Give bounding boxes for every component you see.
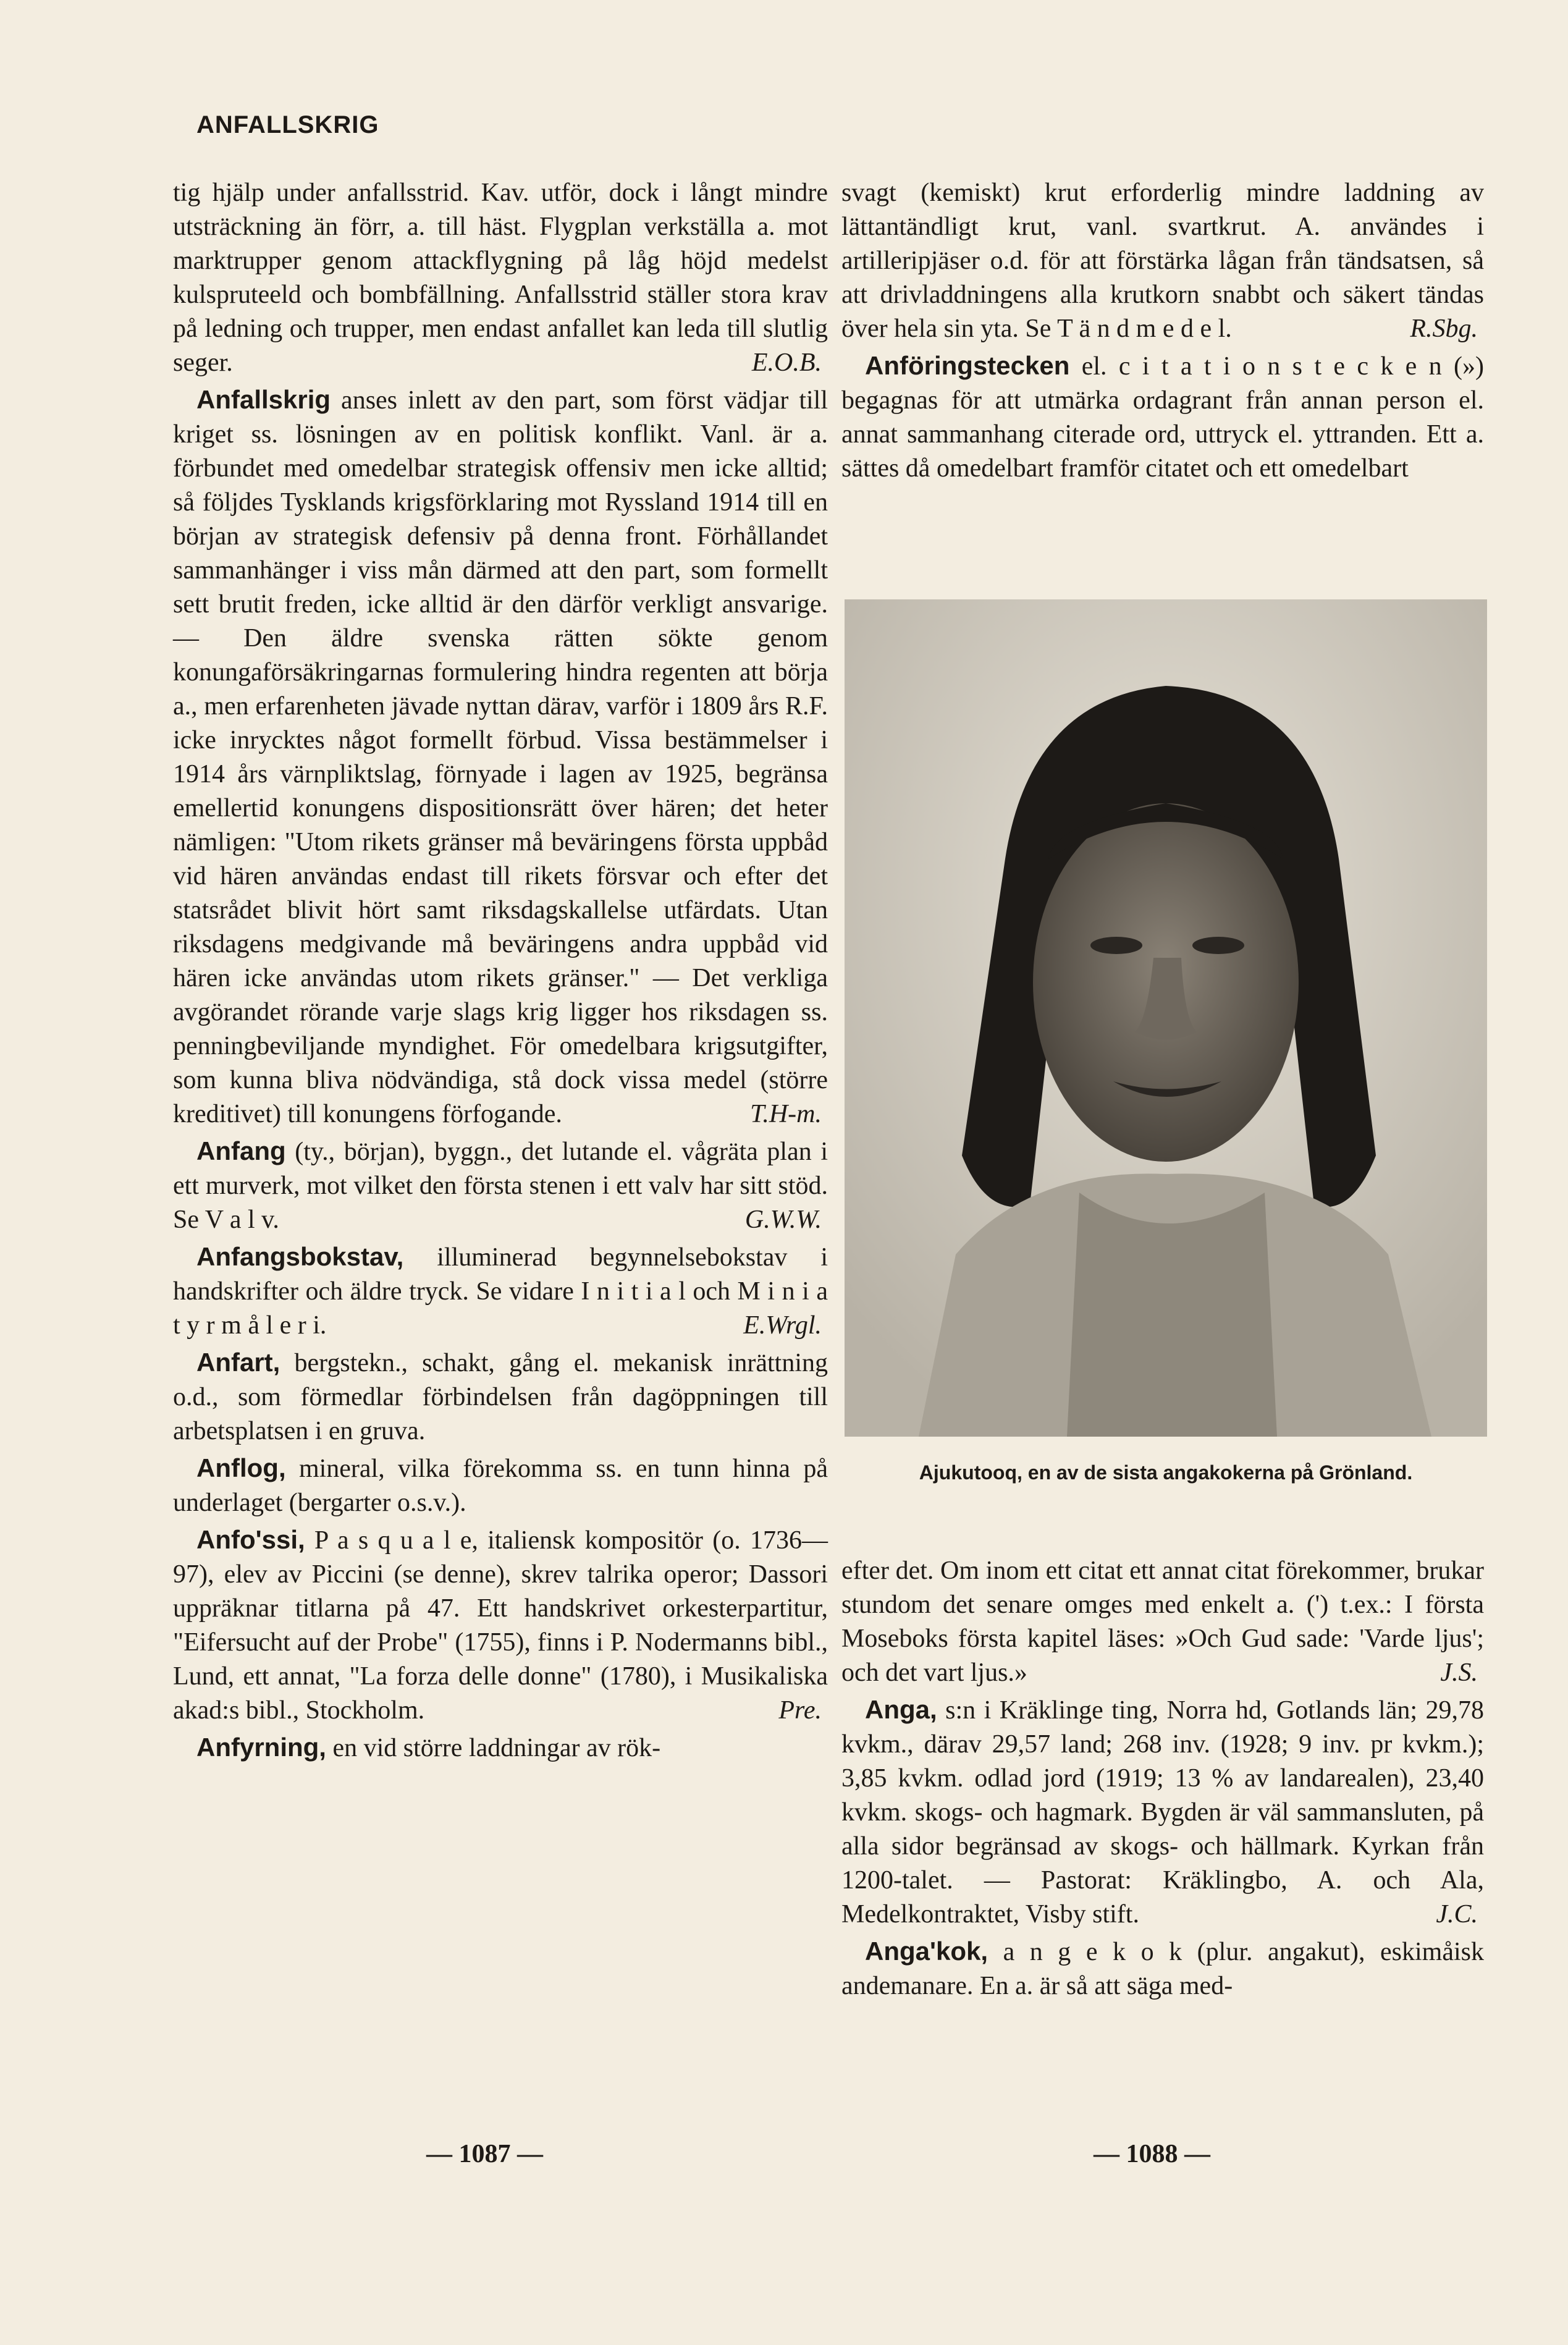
- dictionary-entry: [841, 1934, 1484, 2003]
- entry-headword: Anföringstecken: [865, 351, 1070, 380]
- continued-paragraph: [173, 176, 828, 380]
- entry-text: svagt (kemiskt) krut erforderlig mindre laddning av lättantändligt krut, vanl. svartkrut. A. användes i artilleripjäser o.d. för att förstärka lågan från tändsatsen, så att drivladdningens alla krutkorn snabbt och säkert tändas över hela sin yta. Se T ä n d m e d e l.: [841, 179, 1484, 343]
- entry-headword: Anfart,: [196, 1348, 280, 1377]
- author-signature: J.S.: [1440, 1658, 1478, 1687]
- entry-text: (ty., början), byggn., det lutande el. vågräta plan i ett murverk, mot vilket den första stenen i ett valv har sitt stöd. Se V a l v.: [173, 1138, 828, 1234]
- page-number-right: — 1088 —: [1094, 2140, 1210, 2168]
- entry-headword: Anga'kok,: [865, 1937, 988, 1966]
- entry-headword: Anflog,: [196, 1453, 286, 1482]
- entry-headword: Anfyrning,: [196, 1733, 326, 1762]
- continued-paragraph: [841, 1554, 1484, 1690]
- entry-text: s:n i Kräklinge ting, Norra hd, Gotlands län; 29,78 kvkm., därav 29,57 land; 268 inv. (1928; 9 inv. pr kvkm.); 3,85 kvkm. odlad jord (1919; 13 % av landarealen), 23,40 kvkm. skogs- och hagmark. Bygden är väl sammansluten, på alla sidor begränsad av skogs- och hällmark. Kyrkan från 1200-talet. — Pastorat: Kräklingbo, A. och Ala, Medelkontraktet, Visby stift.: [841, 1696, 1484, 1929]
- left-column: [173, 176, 828, 1768]
- author-signature: Pre.: [778, 1696, 822, 1725]
- dictionary-entry: [173, 1134, 828, 1237]
- running-head: ANFALLSKRIG: [196, 111, 379, 138]
- entry-text: illuminerad begynnelsebokstav i handskrifter och äldre tryck. Se vidare I n i t i a l och M i n i a t y r m å l e r i.: [173, 1243, 828, 1340]
- portrait-illustration: [845, 599, 1487, 1437]
- page-number-left: — 1087 —: [426, 2140, 543, 2168]
- author-signature: R.Sbg.: [1410, 315, 1478, 343]
- entry-text: en vid större laddningar av rök-: [326, 1734, 661, 1762]
- right-column-top: [841, 176, 1484, 488]
- figure-caption: Ajukutooq, en av de sista angakokerna på Grönland.: [919, 1461, 1413, 1484]
- entry-text: el. c i t a t i o n s t e c k e n (») begagnas för att utmärka ordagrant från annan person el. annat sammanhang citerade ord, uttryck el. yttranden. Ett a. sättes då omedelbart framför citatet och ett omedelbart: [841, 352, 1484, 483]
- entry-headword: Anfo'ssi,: [196, 1525, 305, 1554]
- entry-text: P a s q u a l e, italiensk kompositör (o. 1736—97), elev av Piccini (se denne), skrev talrika operor; Dassori uppräknar titlarna på 47. Ett handskrivet orkesterpartitur, "Eifersucht auf der Probe" (1755), finns i P. Nodermanns bibl., Lund, ett annat, "La forza delle donne" (1780), i Musikaliska akad:s bibl., Stockholm.: [173, 1526, 828, 1725]
- entry-headword: Anfallskrig: [196, 385, 331, 414]
- entry-text: tig hjälp under anfallsstrid. Kav. utför, dock i långt mindre utsträckning än förr, a. till häst. Flygplan verkställa a. mot marktrupper genom attackflygning på låg höjd medelst kulspruteeld och bombfällning. Anfallsstrid ställer stora krav på ledning och trupper, men endast anfallet kan leda till slutlig seger.: [173, 179, 828, 377]
- portrait-photo: [845, 599, 1487, 1437]
- entry-text: efter det. Om inom ett citat ett annat citat förekommer, brukar stundom det senare omges med enkelt a. (') t.ex.: I första Moseboks första kapitel läses: »Och Gud sade: 'Varde ljus'; och det vart ljus.»: [841, 1557, 1484, 1687]
- continued-paragraph: [841, 176, 1484, 346]
- entry-headword: Anga,: [865, 1695, 937, 1724]
- dictionary-entry: [173, 382, 828, 1131]
- entry-text: bergstekn., schakt, gång el. mekanisk inrättning o.d., som förmedlar förbindelsen från dagöppningen till arbetsplatsen i en gruva.: [173, 1349, 828, 1445]
- dictionary-entry: [173, 1730, 828, 1765]
- dictionary-entry: [841, 349, 1484, 486]
- entry-headword: Anfangsbokstav,: [196, 1242, 404, 1271]
- entry-headword: Anfang: [196, 1136, 286, 1165]
- author-signature: J.C.: [1436, 1900, 1478, 1929]
- dictionary-entry: [173, 1345, 828, 1448]
- author-signature: E.O.B.: [751, 349, 822, 377]
- right-column-bottom: [841, 1554, 1484, 2006]
- dictionary-entry: [841, 1692, 1484, 1932]
- author-signature: E.Wrgl.: [743, 1311, 822, 1340]
- entry-text: mineral, vilka förekomma ss. en tunn hinna på underlaget (bergarter o.s.v.).: [173, 1455, 828, 1517]
- author-signature: G.W.W.: [744, 1206, 822, 1234]
- author-signature: T.H-m.: [750, 1100, 822, 1128]
- entry-text: anses inlett av den part, som först vädjar till kriget ss. lösningen av en politisk konflikt. Vanl. är a. förbundet med omedelbar strategisk offensiv men icke alltid; så följdes Tysklands krigsförklaring mot Ryssland 1914 till en början av strategisk defensiv på denna front. Förhållandet sammanhänger i viss mån därmed att den part, som formellt sett brutit freden, icke alltid är den därför verkligt ansvarige. — Den äldre svenska rätten sökte genom konungaförsäkringarnas formulering hindra regenten att börja a., men erfarenheten jävade nyttan därav, varför i 1809 års R.F. icke inrycktes något formellt förbud. Vissa bestämmelser i 1914 års värnpliktslag, förnyade i lagen av 1925, begränsa emellertid konungens dispositionsrätt över hären; det heter nämligen: "Utom rikets gränser må beväringens första uppbåd vid hären användas endast till rikets försvar och efter det statsrådet blivit hört samt riksdagskallelse utfärdats. Utan riksdagens medgivande må beväringens andra uppbåd vid hären icke användas utom rikets gränser." — Det verkliga avgörandet rörande varje slags krig ligger hos riksdagen ss. penningbeviljande myndighet. För omedelbara krigsutgifter, som kunna bliva nödvändiga, stå dock vissa medel (större kreditivet) till konungens förfogande.: [173, 386, 828, 1128]
- dictionary-entry: [173, 1240, 828, 1343]
- dictionary-entry: [173, 1523, 828, 1728]
- dictionary-entry: [173, 1451, 828, 1520]
- entry-text: a n g e k o k (plur. angakut), eskimåisk andemanare. En a. är så att säga med-: [841, 1938, 1484, 2000]
